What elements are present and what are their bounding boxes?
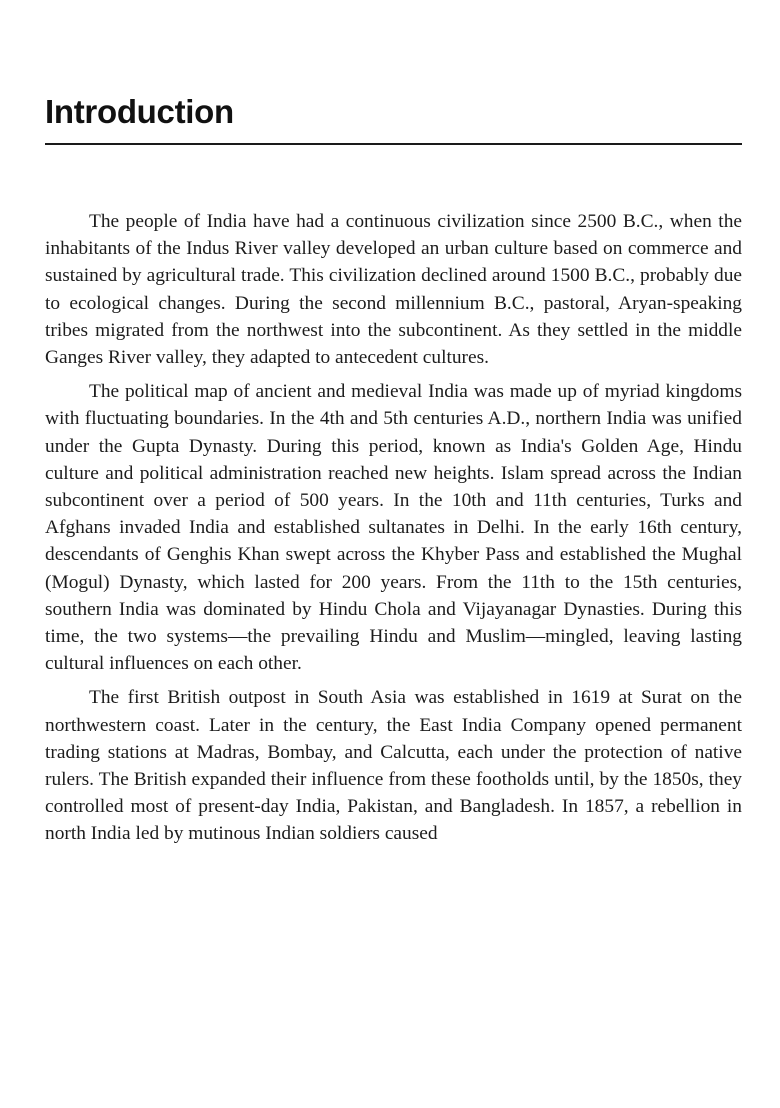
page-title: Introduction <box>45 93 234 130</box>
body-text <box>45 208 742 855</box>
paragraph-3: The first British outpost in South Asia was established in 1619 at Surat on the northwestern coast. Later in the century, the East India Company opened permanent trading stations at Madras, Bombay, and Calcutta, each under the protection of native rulers. The British expanded their influence from these footholds until, by the 1850s, they controlled most of present-day India, Pakistan, and Bangladesh. In 1857, a rebellion in north India led by mutinous Indian soldiers caused <box>45 687 742 845</box>
paragraph-2: The political map of ancient and medieval India was made up of myriad kingdoms with fluctuating boundaries. In the 4th and 5th centuries A.D., northern India was unified under the Gupta Dynasty. During this period, known as India's Golden Age, Hindu culture and political administration reached new heights. Islam spread across the Indian subcontinent over a period of 500 years. In the 10th and 11th centuries, Turks and Afghans invaded India and established sultanates in Delhi. In the early 16th century, descendants of Genghis Khan swept across the Khyber Pass and established the Mughal (Mogul) Dynasty, which lasted for 200 years. From the 11th to the 15th centuries, southern India was dominated by Hindu Chola and Vijayanagar Dynasties. During this time, the two systems—the prevailing Hindu and Muslim—mingled, leaving lasting cultural influences on each other. <box>45 381 742 675</box>
title-divider <box>45 143 742 145</box>
paragraph-1: The people of India have had a continuous civilization since 2500 B.C., when the inhabitants of the Indus River valley developed an urban culture based on commerce and sustained by agricultural trade. This civilization declined around 1500 B.C., probably due to ecological changes. During the second millennium B.C., pastoral, Aryan-speaking tribes migrated from the northwest into the subcontinent. As they settled in the middle Ganges River valley, they adapted to antecedent cultures. <box>45 211 742 369</box>
